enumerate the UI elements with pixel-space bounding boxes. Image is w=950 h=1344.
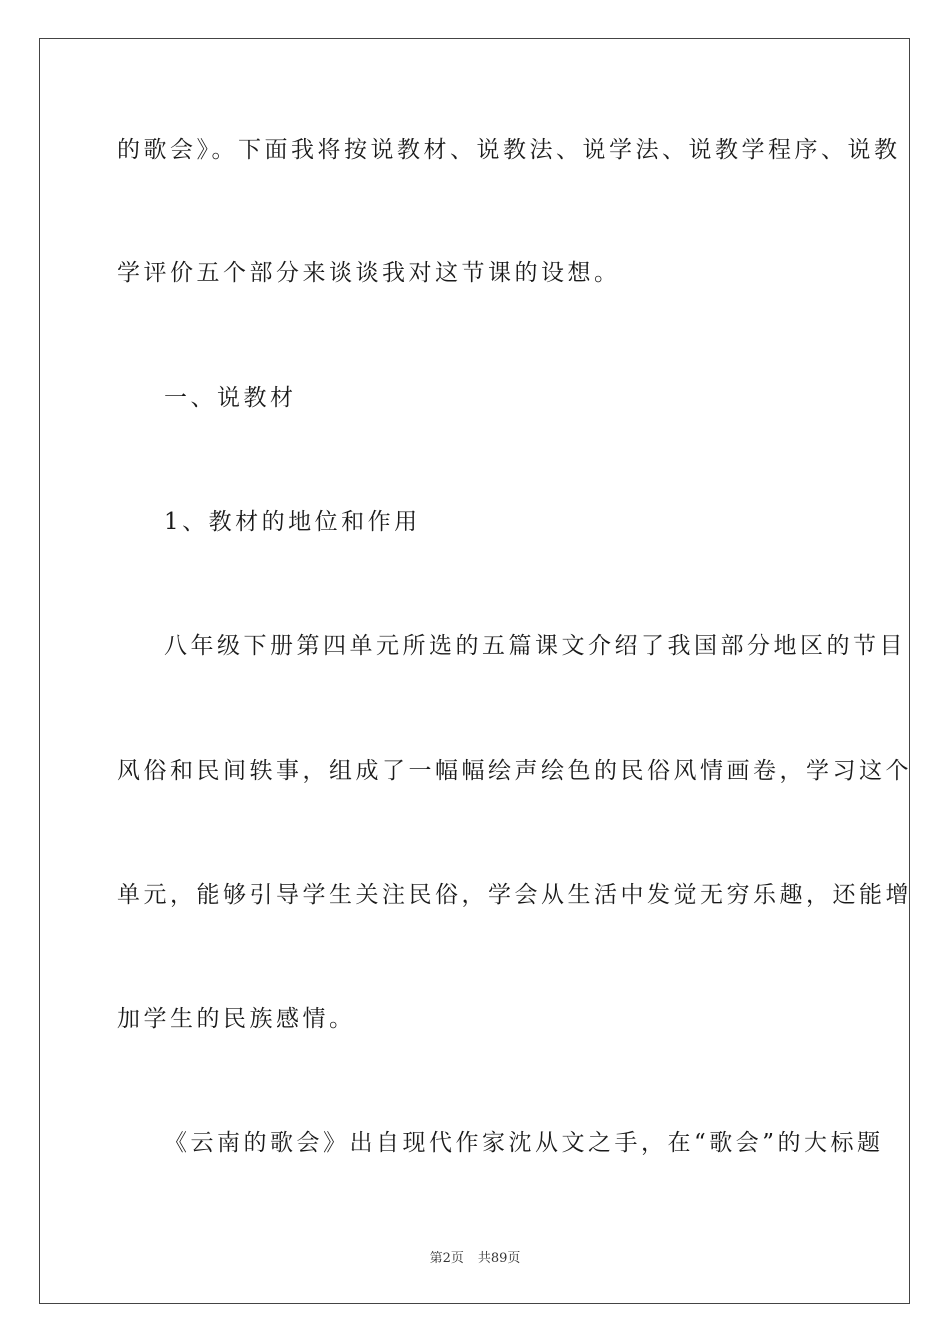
page-frame (39, 38, 910, 1304)
section-heading: 一、说教材 (164, 385, 297, 411)
body-line-7: 单元，能够引导学生关注民俗，学会从生活中发觉无穷乐趣，还能增 (117, 882, 912, 908)
page-total: 共89页 (477, 1251, 521, 1266)
body-line-5: 八年级下册第四单元所选的五篇课文介绍了我国部分地区的节目 (164, 633, 906, 659)
body-line-8: 加学生的民族感情。 (117, 1006, 356, 1032)
subsection-heading: 1、教材的地位和作用 (164, 509, 421, 535)
page-number: 第2页 (429, 1251, 464, 1266)
page-footer (0, 1247, 950, 1266)
body-line-1: 的歌会》。下面我将按说教材、说教法、说学法、说教学程序、说教 (117, 137, 901, 163)
body-line-2: 学评价五个部分来谈谈我对这节课的设想。 (117, 260, 621, 286)
body-line-6: 风俗和民间轶事，组成了一幅幅绘声绘色的民俗风情画卷，学习这个 (117, 758, 912, 784)
body-line-9: 《云南的歌会》出自现代作家沈从文之手，在“歌会”的大标题 (164, 1130, 884, 1156)
